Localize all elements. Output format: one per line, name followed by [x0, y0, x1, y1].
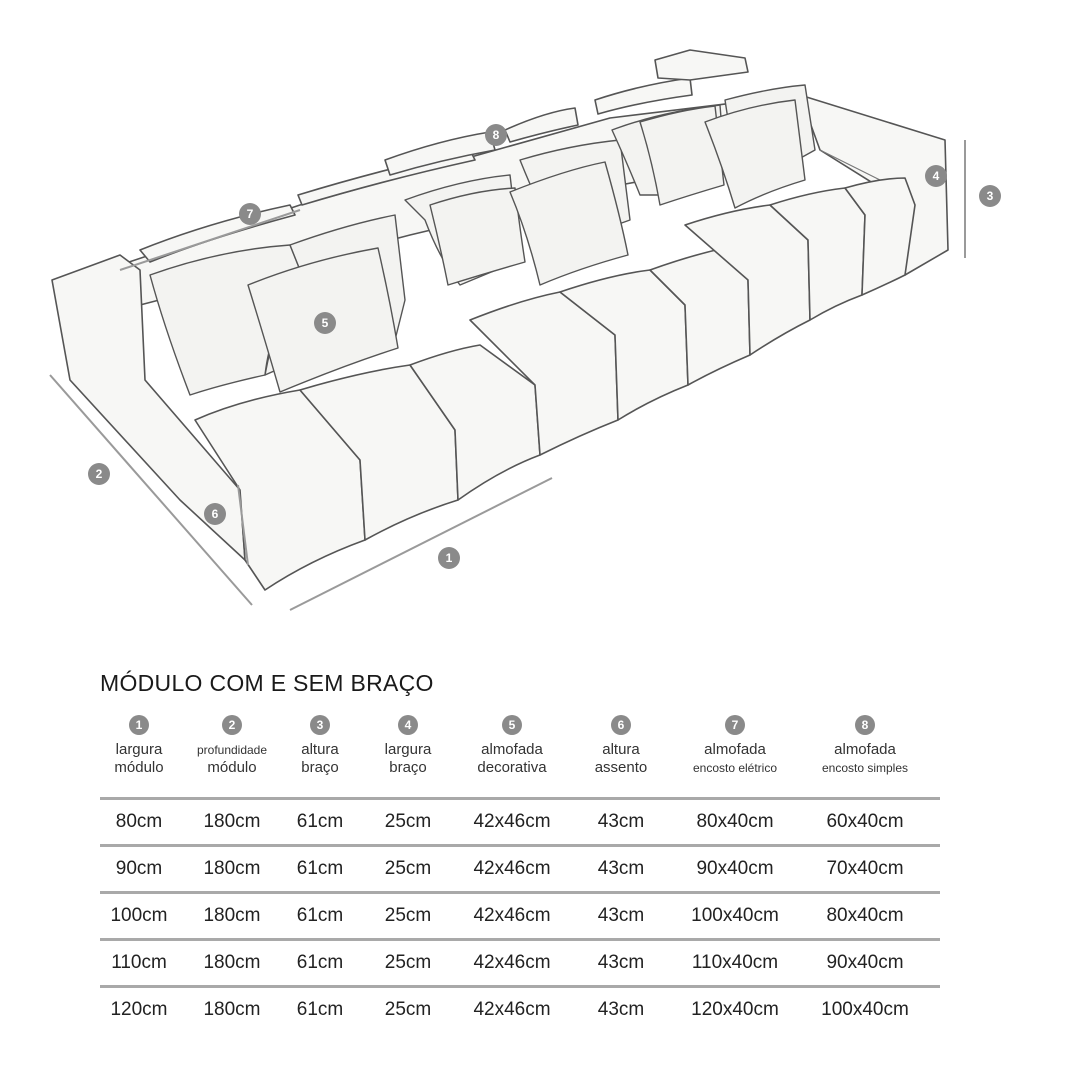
table-row [100, 891, 940, 938]
svg-text:6: 6 [211, 507, 219, 521]
column-label-line2: módulo [114, 759, 164, 776]
table-cell: 25cm [384, 999, 432, 1020]
table-cell: 25cm [384, 811, 432, 832]
callout-5 [314, 312, 336, 334]
column-number-badge: 1 [129, 715, 149, 735]
table-cell: 43cm [597, 811, 645, 832]
svg-text:5: 5 [321, 316, 329, 330]
table-row [100, 938, 940, 985]
table-cell: 180cm [203, 811, 261, 832]
column-label-line2: assento [594, 759, 648, 776]
column-label-line1: profundidade [196, 743, 268, 757]
table-cell: 180cm [203, 858, 261, 879]
table-cell: 70x40cm [826, 858, 904, 879]
table-cell: 61cm [296, 811, 344, 832]
column-label-line1: largura [115, 741, 163, 758]
table-cell: 90cm [115, 858, 163, 879]
table-cell: 180cm [203, 905, 261, 926]
table-cell: 43cm [597, 905, 645, 926]
column-label-line1: almofada [704, 741, 766, 758]
table-cell: 43cm [597, 999, 645, 1020]
table-cell: 42x46cm [473, 811, 551, 832]
column-number-badge: 3 [310, 715, 330, 735]
column-label-line1: altura [301, 741, 339, 758]
spec-table [100, 715, 940, 1032]
column-header-7 [680, 715, 790, 797]
table-cell: 80x40cm [696, 811, 774, 832]
svg-text:4: 4 [932, 169, 940, 183]
svg-text:1: 1 [445, 551, 453, 565]
table-cell: 42x46cm [473, 999, 551, 1020]
table-cell: 25cm [384, 905, 432, 926]
column-label-line1: almofada [481, 741, 543, 758]
table-cell: 110cm [111, 952, 167, 973]
table-cell: 25cm [384, 858, 432, 879]
callout-6 [204, 503, 226, 525]
table-cell: 42x46cm [473, 858, 551, 879]
table-cell: 80cm [115, 811, 163, 832]
svg-text:7: 7 [246, 207, 254, 221]
column-label-line2: encosto simples [821, 761, 909, 775]
column-label-line2: módulo [207, 759, 257, 776]
svg-text:8: 8 [492, 128, 500, 142]
callout-2 [88, 463, 110, 485]
table-cell: 42x46cm [473, 952, 551, 973]
table-row [100, 797, 940, 844]
column-number-badge: 4 [398, 715, 418, 735]
table-cell: 90x40cm [826, 952, 904, 973]
svg-text:2: 2 [95, 467, 103, 481]
column-number-badge: 7 [725, 715, 745, 735]
table-cell: 100x40cm [691, 905, 779, 926]
callout-7 [239, 203, 261, 225]
column-header-4 [354, 715, 462, 797]
callout-1 [438, 547, 460, 569]
table-cell: 42x46cm [473, 905, 551, 926]
table-cell: 90x40cm [696, 858, 774, 879]
column-number-badge: 5 [502, 715, 522, 735]
table-cell: 61cm [296, 999, 344, 1020]
column-header-8 [790, 715, 940, 797]
table-cell: 100x40cm [821, 999, 909, 1020]
column-label-line2: decorativa [477, 759, 547, 776]
table-header-row [100, 715, 940, 797]
callout-4 [925, 165, 947, 187]
table-title: MÓDULO COM E SEM BRAÇO [100, 670, 434, 696]
table-cell: 180cm [203, 999, 261, 1020]
column-label-line2: braço [301, 759, 339, 776]
table-cell: 25cm [384, 952, 432, 973]
table-cell: 120x40cm [691, 999, 779, 1020]
table-cell: 43cm [597, 858, 645, 879]
column-number-badge: 2 [222, 715, 242, 735]
column-header-6 [562, 715, 680, 797]
table-body [100, 797, 940, 1032]
column-header-5 [462, 715, 562, 797]
callout-3 [979, 185, 1001, 207]
column-label-line2: encosto elétrico [692, 761, 778, 775]
column-header-1 [100, 715, 178, 797]
column-label-line2: braço [389, 759, 427, 776]
column-header-3 [286, 715, 354, 797]
table-cell: 61cm [296, 952, 344, 973]
table-cell: 120cm [110, 999, 168, 1020]
table-cell: 100cm [110, 905, 168, 926]
table-cell: 43cm [597, 952, 645, 973]
table-cell: 61cm [296, 905, 344, 926]
table-row [100, 985, 940, 1032]
column-label-line1: altura [602, 741, 640, 758]
table-row [100, 844, 940, 891]
table-cell: 60x40cm [826, 811, 904, 832]
column-label-line1: almofada [834, 741, 896, 758]
table-cell: 180cm [203, 952, 261, 973]
table-cell: 110x40cm [691, 952, 779, 973]
table-cell: 61cm [296, 858, 344, 879]
column-label-line1: largura [384, 741, 432, 758]
column-header-2 [178, 715, 286, 797]
column-number-badge: 6 [611, 715, 631, 735]
table-cell: 80x40cm [826, 905, 904, 926]
column-number-badge: 8 [855, 715, 875, 735]
svg-text:3: 3 [986, 189, 994, 203]
callout-8 [485, 124, 507, 146]
